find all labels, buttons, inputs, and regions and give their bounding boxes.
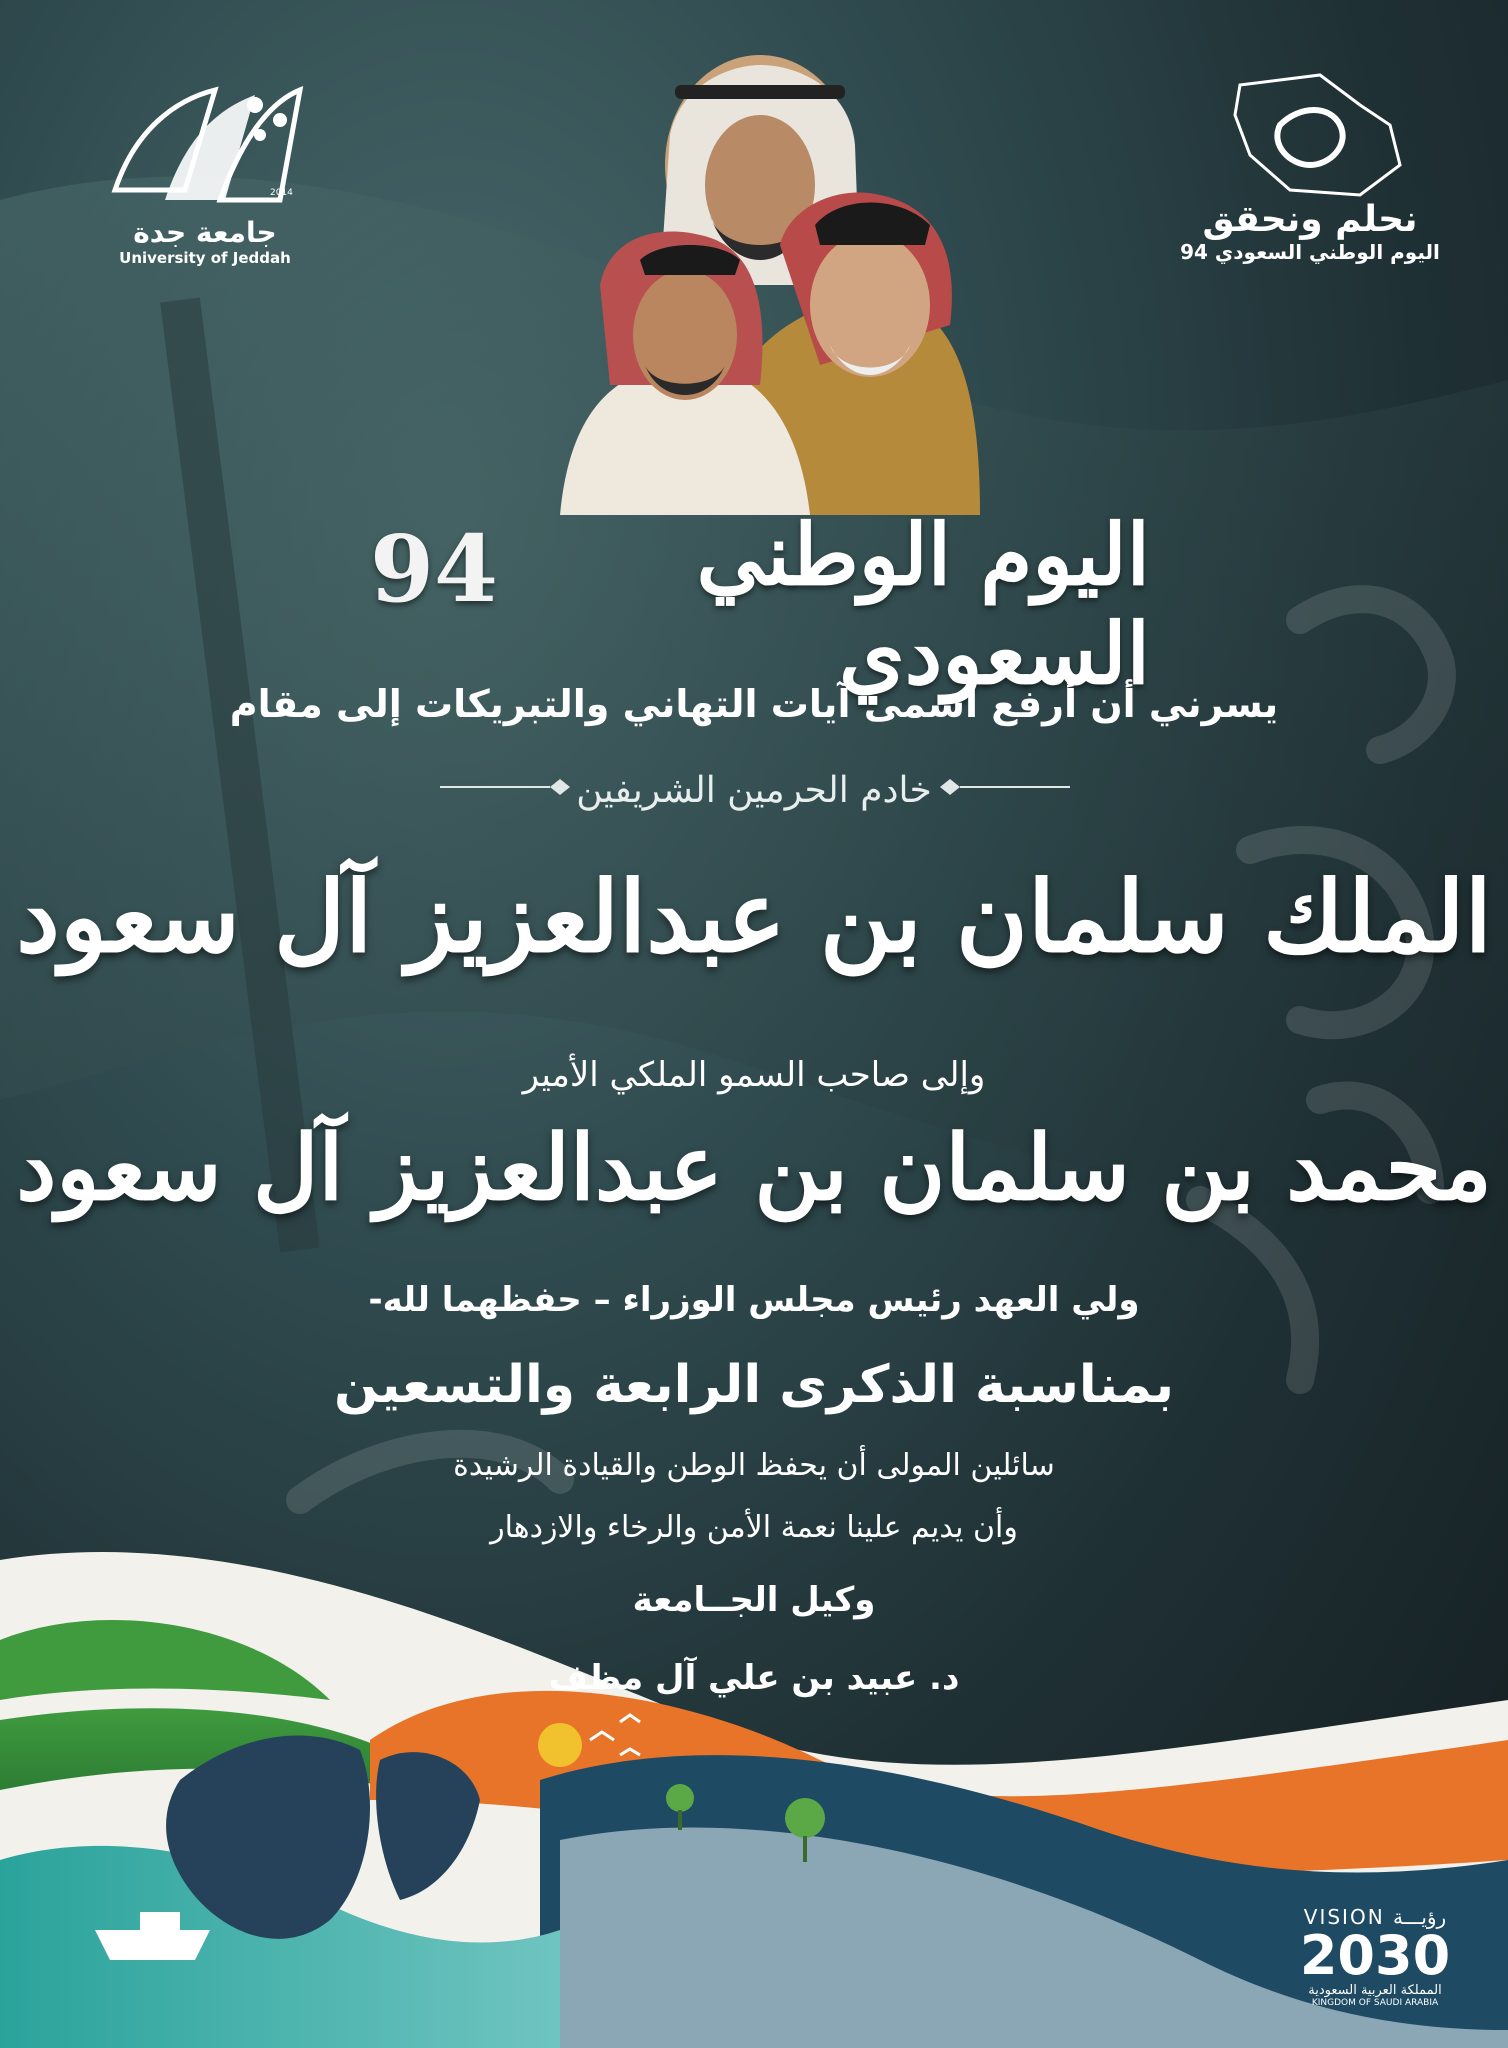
national-day-logo: [1180, 55, 1440, 295]
signer-title: وكيل الجــامعة: [632, 1580, 876, 1620]
crown-prince-title: ولي العهد رئيس مجلس الوزراء – حفظهما لله-: [368, 1280, 1140, 1320]
greeting-intro: يسرني أن أرفع أسمى آيات التهاني والتبريكات إلى مقام: [229, 682, 1279, 726]
saudi-map-icon: [1200, 55, 1420, 205]
campaign-slogan: نحلم ونحقق: [1202, 199, 1418, 240]
university-name-en: University of Jeddah: [119, 249, 291, 267]
prayer-line-1: سائلين المولى أن يحفظ الوطن والقيادة الرشيدة: [453, 1448, 1055, 1483]
headline-number: 94: [370, 515, 499, 623]
king-name: الملك سلمان بن عبدالعزيز آل سعود: [16, 860, 1492, 975]
university-emblem-icon: [95, 60, 315, 210]
headline-calligraphy: اليوم الوطني السعودي: [696, 505, 1150, 703]
ornament-right-icon: [930, 772, 1070, 802]
signer-name: د. عبيد بن علي آل مظف: [548, 1658, 960, 1698]
headline: [330, 495, 1150, 703]
crown-prince-name: محمد بن سلمان بن عبدالعزيز آل سعود: [16, 1115, 1492, 1221]
vision-year: 2030: [1299, 1924, 1451, 1987]
university-year: 2014: [270, 188, 293, 198]
campaign-subtitle: اليوم الوطني السعودي 94: [1180, 240, 1440, 264]
occasion-text: بمناسبة الذكرى الرابعة والتسعين: [333, 1355, 1175, 1415]
vision-2030-logo: [1275, 1905, 1475, 2030]
title-custodian: خادم الحرمين الشريفين: [576, 770, 932, 811]
greeting-intro-2: وإلى صاحب السمو الملكي الأمير: [522, 1055, 986, 1095]
vision-country-ar: المملكة العربية السعودية: [1308, 1983, 1442, 1998]
university-name-ar: جامعة جدة: [133, 216, 277, 249]
prayer-line-2: وأن يديم علينا نعمة الأمن والرخاء والازدهار: [490, 1510, 1018, 1545]
vision-label-ar: رؤيـــة: [1393, 1905, 1447, 1929]
vision-label-en: VISION: [1303, 1905, 1385, 1929]
university-logo: [95, 60, 315, 280]
vision-country-en: KINGDOM OF SAUDI ARABIA: [1311, 1998, 1439, 2008]
leaders-portraits: [560, 45, 980, 515]
